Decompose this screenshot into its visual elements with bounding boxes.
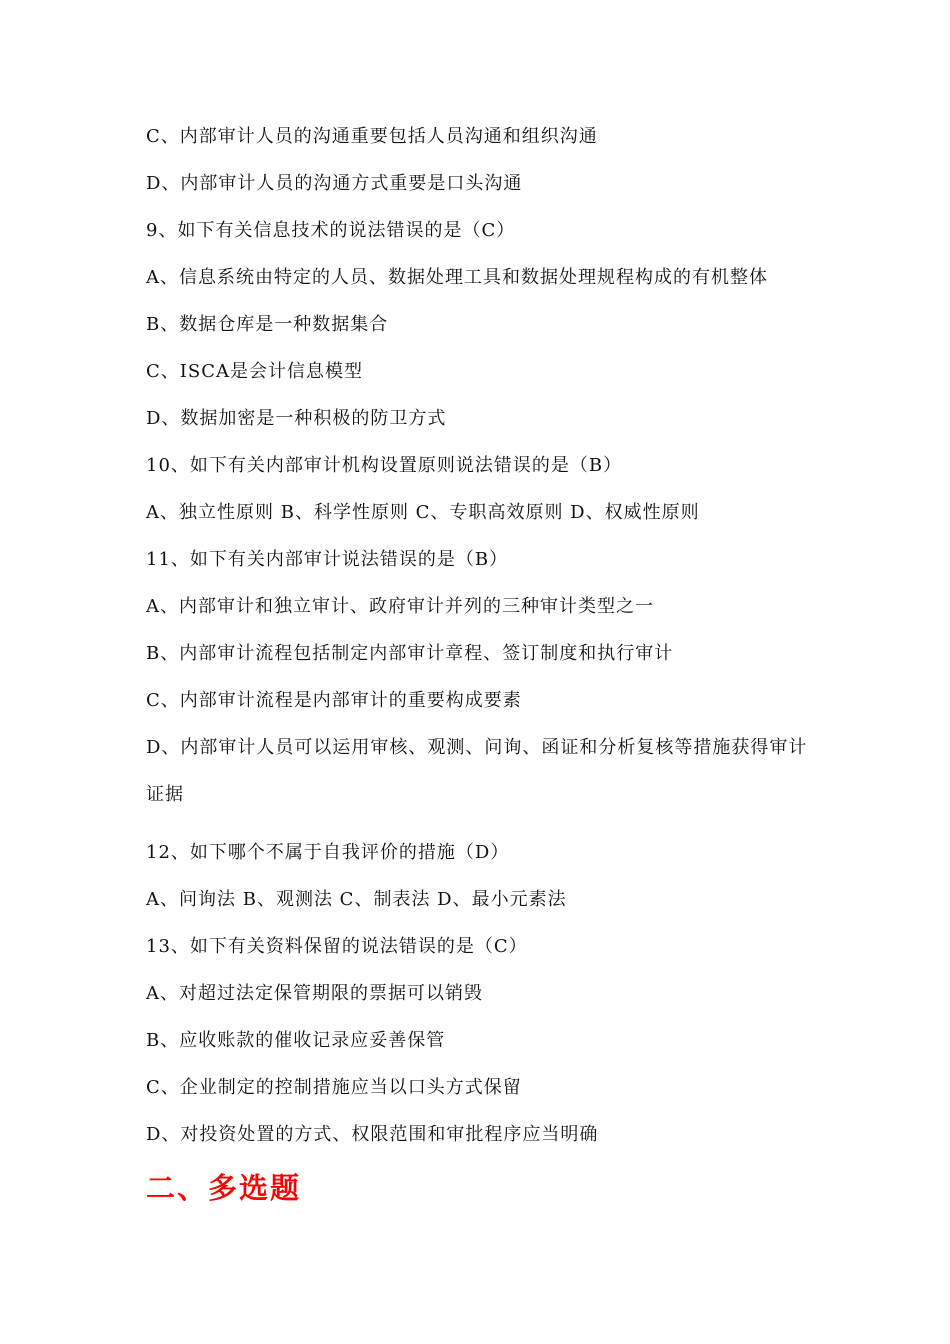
question-11-option-d-continued: 证据 — [146, 784, 184, 805]
question-13-option-d: D、对投资处置的方式、权限范围和审批程序应当明确 — [146, 1124, 599, 1145]
question-11-option-b: B、内部审计流程包括制定内部审计章程、签订制度和执行审计 — [146, 643, 674, 664]
option-d-line: D、内部审计人员的沟通方式重要是口头沟通 — [146, 173, 523, 194]
question-11-option-d: D、内部审计人员可以运用审核、观测、问询、函证和分析复核等措施获得审计 — [146, 737, 808, 758]
question-10-options: A、独立性原则 B、科学性原则 C、专职高效原则 D、权威性原则 — [146, 502, 700, 523]
option-c-line: C、内部审计人员的沟通重要包括人员沟通和组织沟通 — [146, 126, 598, 147]
question-13: 13、如下有关资料保留的说法错误的是（C） — [146, 936, 528, 957]
question-9-option-b: B、数据仓库是一种数据集合 — [146, 314, 389, 335]
question-12-options: A、问询法 B、观测法 C、制表法 D、最小元素法 — [146, 889, 567, 910]
question-9: 9、如下有关信息技术的说法错误的是（C） — [146, 220, 516, 241]
question-9-option-d: D、数据加密是一种积极的防卫方式 — [146, 408, 447, 429]
question-11-option-a: A、内部审计和独立审计、政府审计并列的三种审计类型之一 — [146, 596, 654, 617]
question-10: 10、如下有关内部审计机构设置原则说法错误的是（B） — [146, 455, 623, 476]
question-11-option-c: C、内部审计流程是内部审计的重要构成要素 — [146, 690, 522, 711]
question-9-option-c: C、ISCA是会计信息模型 — [146, 361, 363, 382]
question-9-option-a: A、信息系统由特定的人员、数据处理工具和数据处理规程构成的有机整体 — [146, 267, 768, 288]
question-13-option-c: C、企业制定的控制措施应当以口头方式保留 — [146, 1077, 522, 1098]
question-11: 11、如下有关内部审计说法错误的是（B） — [146, 549, 509, 570]
question-13-option-a: A、对超过法定保管期限的票据可以销毁 — [146, 983, 483, 1004]
question-13-option-b: B、应收账款的催收记录应妥善保管 — [146, 1030, 446, 1051]
question-list — [146, 118, 846, 1163]
section-heading: 二、多选题 — [146, 1171, 302, 1205]
question-12: 12、如下哪个不属于自我评价的措施（D） — [146, 842, 510, 863]
